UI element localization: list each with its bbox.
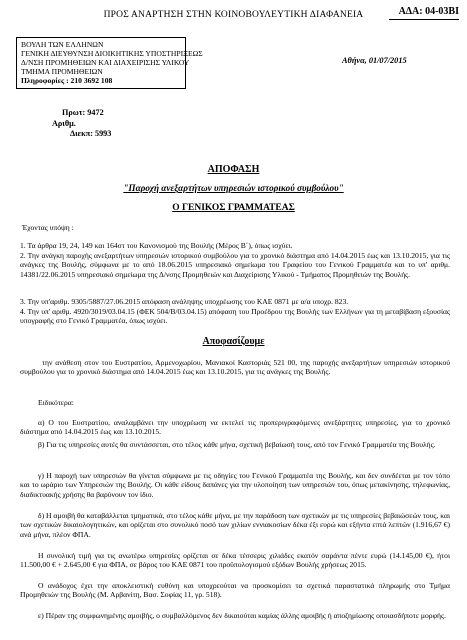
- org-info-phone: 210 3692 108: [70, 76, 113, 85]
- org-info-label: Πληροφορίες :: [21, 76, 69, 85]
- considering-intro: Έχοντας υπόψη :: [22, 223, 74, 232]
- clause-a: α) Ο του Ευστρατίου, αναλαμβάνει την υποχρέωση να εκτελεί τις προπεριγραφόμενες ανεξάρτητες υπηρεσίες, για το χρονικό διάστημα από 14.04.2015 έως και 13.10.2015.: [20, 418, 450, 437]
- diekp-number: [70, 129, 111, 138]
- specifically-label: Ειδικότερα:: [38, 398, 74, 407]
- clause-e: ε) Πέραν της συμφωνημένης αμοιβής, ο συμβαλλόμενος δεν δικαιούται καμίας άλλης αμοιβής ή αποζημίωσης οποιασδήποτε μορφής.: [38, 611, 446, 620]
- considering-item-3: 3. Την υπ'αριθμ. 9305/5887/27.06.2015 απόφαση ανάληψης υποχρέωσης του ΚΑΕ 0871 με α/α υποχρ. 823.: [20, 297, 349, 306]
- org-directorate-general: ΓΕΝΙΚΗ ΔΙΕΥΘΥΝΣΗ ΔΙΟΙΚΗΤΙΚΗΣ ΥΠΟΣΤΗΡΙΞΕΩΣ: [21, 49, 203, 58]
- considering-item-2: 2. Την ανάγκη παροχής ανεξαρτήτων υπηρεσιών ιστορικού συμβούλου για το χρονικό διάστημα από 14.04.2015 έως και 13.10.2015, για τις ανάγκες της Βουλής, σύμφωνα με το από 18.06.2015 υπηρεσιακό σημείωμα του Γραφείου του Γενικού Γραμματέα και το υπ' αριθμ. 14381/22.06.2015 υπηρεσιακό σημείωμα της Δ/νσης Προμηθειών και Διαχείρισης Υλικού - Τμήματος Προμηθειών της Βουλής.: [20, 251, 450, 279]
- clause-b: β) Για τις υπηρεσίες αυτές θα συντάσσεται, στο τέλος κάθε μήνα, σχετική βεβαίωσή τους, από τον Γενικό Γραμματέα της Βουλής.: [38, 440, 436, 449]
- publication-banner: ΠΡΟΣ ΑΝΑΡΤΗΣΗ ΣΤΗΝ ΚΟΙΝΟΒΟΥΛΕΥΤΙΚΗ ΔΙΑΦΑΝΕΙΑ: [103, 10, 364, 20]
- ada-code: ΑΔΑ: 04-03ΒΙ: [398, 6, 459, 17]
- protocol-value: 9472: [87, 108, 104, 117]
- org-department: ΤΜΗΜΑ ΠΡΟΜΗΘΕΙΩΝ: [21, 67, 103, 76]
- org-parliament: ΒΟΥΛΗ ΤΩΝ ΕΛΛΗΝΩΝ: [21, 40, 104, 49]
- diekp-label: Διεκπ:: [70, 129, 93, 138]
- protocol-number: [62, 108, 104, 117]
- org-directorate: Δ/ΝΣΗ ΠΡΟΜΗΘΕΙΩΝ ΚΑΙ ΔΙΑΧΕΙΡΙΣΗΣ ΥΛΙΚΟΥ: [21, 58, 190, 67]
- award-paragraph: την ανάθεση στον του Ευστρατίου, Αρμενοχωρίου, Μανιακοί Καστοριάς 521 00, της παροχής ανεξαρτήτων υπηρεσιών ιστορικού συμβούλου για το χρονικό διάστημα από 14.04.2015 έως και 13.10.2015, για τις ανάγκες της Βουλής.: [20, 358, 450, 377]
- arithm-label: Αριθμ.: [52, 119, 76, 128]
- document-date: Αθήνα, 01/07/2015: [342, 56, 407, 65]
- contractor-obligation-paragraph: Ο ανάδοχος έχει την αποκλειστική ευθύνη και υποχρεούται να προσκομίσει τα σχετικά παραστατικά πληρωμής στο Τμήμα Προμηθειών της Βουλής (Μ. Αρβανίτη, Βασ. Σοφίας 11, γρ. 518).: [20, 581, 450, 600]
- ada-underline: [389, 19, 459, 20]
- decision-authority: Ο ΓΕΝΙΚΟΣ ΓΡΑΜΜΑΤΕΑΣ: [172, 203, 295, 213]
- decision-title: ΑΠΟΦΑΣΗ: [207, 164, 260, 175]
- decide-title: Αποφασίζουμε: [202, 336, 265, 347]
- considering-item-4: 4. Την υπ' αριθμ. 4920/3019/03.04.15 (ΦΕΚ 504/Β/03.04.15) απόφαση του Προέδρου της Βουλής των Ελλήνων για τη μεταβίβαση εξουσίας υπογραφής στο Γενικό Γραμματέα, όπως ισχύει.: [20, 307, 450, 326]
- considering-item-1: 1. Τα άρθρα 19, 24, 149 και 164στ του Κανονισμού της Βουλής (Μέρος Β΄), όπως ισχύει.: [20, 241, 293, 250]
- decision-subject: "Παροχή ανεξαρτήτων υπηρεσιών ιστορικού συμβούλου": [123, 183, 344, 193]
- protocol-label: Πρωτ:: [62, 108, 86, 117]
- clause-d: δ) Η αμοιβή θα καταβάλλεται τμηματικά, στο τέλος κάθε μήνα, με την παράδοση των σχετικών με τις υπηρεσίες βεβαιώσεών τους, και των σχετικών δικαιολογητικών, και ορίζεται στο συνολικό ποσό των χιλίων εννιακοσίων δέκα έξι ευρώ και εξήντα επτά λεπτών (1.916,67 €) ανά μήνα, πλέον ΦΠΑ.: [20, 511, 450, 539]
- clause-c: γ) Η παροχή των υπηρεσιών θα γίνεται σύμφωνα με τις οδηγίες του Γενικού Γραμματέα της Βουλής, και δεν συνδέεται με τον τόπο και το ωράριο των Υπηρεσιών της Βουλής. Οι κάθε είδους δαπάνες για την υλοποίηση των υπηρεσιών του, όπως μετακίνησης, τηλεφωνίας, διαδικτυακής χρήσης θα βαρύνουν τον ίδιο.: [20, 471, 450, 499]
- organisation-box: [16, 37, 203, 89]
- diekp-value: 5993: [94, 129, 112, 138]
- org-info: [21, 76, 112, 86]
- total-price-paragraph: Η συνολική τιμή για τις ανωτέρω υπηρεσίες ορίζεται σε δέκα τέσσερις χιλιάδες εκατόν σαράντα πέντε ευρώ (14.145,00 €), ήτοι 11.500,00 € + 2.645,00 € για ΦΠΑ, σε βάρος του ΚΑΕ 0871 του προϋπολογισμού εξόδων Βουλής χρήσεως 2015.: [20, 551, 450, 570]
